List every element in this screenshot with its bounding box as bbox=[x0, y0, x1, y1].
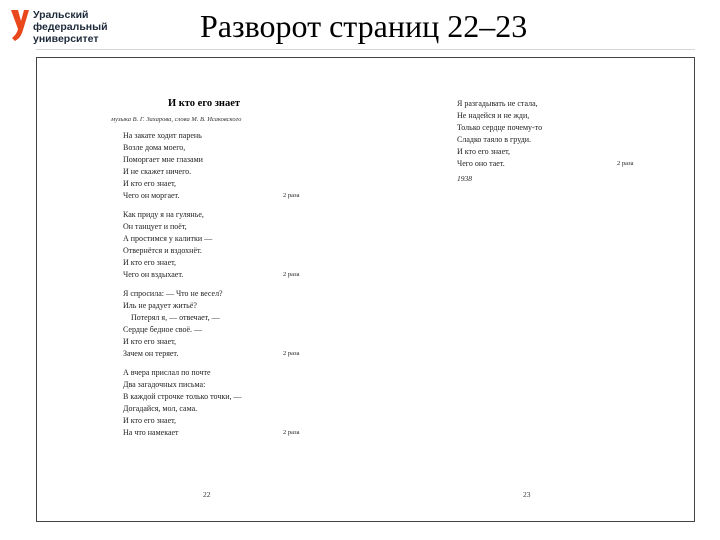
stanza-1 bbox=[123, 130, 323, 202]
verse-line: Сладко таяло в груди. bbox=[457, 135, 532, 144]
refrain-line: И кто его знает, bbox=[123, 258, 177, 267]
urfu-logo bbox=[9, 8, 119, 48]
refrain-line: И кто его знает, bbox=[457, 147, 511, 156]
stanza-2 bbox=[123, 209, 323, 281]
verse-line: Только сердце почему-то bbox=[457, 123, 543, 132]
repeat-label: 2 раза bbox=[283, 271, 300, 278]
refrain-line: И кто его знает, bbox=[123, 416, 177, 425]
page-number-right: 23 bbox=[523, 490, 531, 499]
verse-line: Я спросила: — Что не весел? bbox=[123, 289, 223, 298]
verse-line: В каждой строчке только точки, — bbox=[123, 392, 242, 401]
right-page bbox=[457, 98, 667, 183]
refrain-text: Чего он моргает. bbox=[123, 191, 180, 200]
left-page bbox=[111, 98, 323, 439]
refrain-line bbox=[123, 427, 323, 439]
refrain-text: На что намекает bbox=[123, 428, 179, 437]
verse-line: Отвернётся и вздохнёт. bbox=[123, 246, 202, 255]
refrain-line bbox=[457, 158, 667, 170]
stanza-3 bbox=[123, 288, 323, 360]
refrain-line bbox=[123, 269, 323, 281]
verse-line: Он танцует и поёт, bbox=[123, 222, 187, 231]
verse-line: Догадайся, мол, сама. bbox=[123, 404, 198, 413]
page-number-left: 22 bbox=[203, 490, 211, 499]
refrain-text: Чего оно тает. bbox=[457, 159, 505, 168]
logo-line: университет bbox=[33, 33, 99, 45]
refrain-text: Зачем он теряет. bbox=[123, 349, 179, 358]
stanza-4 bbox=[123, 367, 323, 439]
verse-line: Два загадочных письма: bbox=[123, 380, 206, 389]
logo-line: Уральский bbox=[33, 9, 89, 21]
refrain-text: Чего он вздыхает. bbox=[123, 270, 184, 279]
verse-line: Я разгадывать не стала, bbox=[457, 99, 538, 108]
stanza-5 bbox=[457, 98, 667, 170]
refrain-line: И кто его знает, bbox=[123, 179, 177, 188]
university-name bbox=[33, 9, 108, 45]
verse-line: Как приду я на гулянье, bbox=[123, 210, 204, 219]
verse-line: Потерял я, — отвечает, — bbox=[123, 313, 220, 322]
page-spread bbox=[36, 57, 695, 522]
verse-line: А простимся у калитки — bbox=[123, 234, 213, 243]
verse-line: Возле дома моего, bbox=[123, 143, 186, 152]
slide-title: Разворот страниц 22–23 bbox=[200, 8, 528, 44]
urfu-emblem-icon bbox=[9, 8, 31, 44]
verse-line: Иль не радует житьё? bbox=[123, 301, 197, 310]
verse-line: Поморгает мне глазами bbox=[123, 155, 203, 164]
header-divider bbox=[36, 49, 695, 50]
logo-line: федеральный bbox=[33, 21, 108, 33]
song-title: И кто его знает bbox=[167, 98, 241, 109]
repeat-label: 2 раза bbox=[617, 160, 634, 167]
repeat-label: 2 раза bbox=[283, 429, 300, 436]
refrain-line bbox=[123, 348, 323, 360]
verse-line: Сердце бедное своё. — bbox=[123, 325, 203, 334]
repeat-label: 2 раза bbox=[283, 350, 300, 357]
verse-line: На закате ходит парень bbox=[123, 131, 202, 140]
song-year: 1938 bbox=[457, 174, 472, 183]
repeat-label: 2 раза bbox=[283, 192, 300, 199]
verse-line: Не надейся и не жди, bbox=[457, 111, 530, 120]
song-credit: музыка В. Г. Захарова, слова М. В. Исаковского bbox=[111, 116, 242, 123]
verse-line: А вчера прислал по почте bbox=[123, 368, 211, 377]
refrain-line bbox=[123, 190, 323, 202]
verse-line: И не скажет ничего. bbox=[123, 167, 192, 176]
refrain-line: И кто его знает, bbox=[123, 337, 177, 346]
